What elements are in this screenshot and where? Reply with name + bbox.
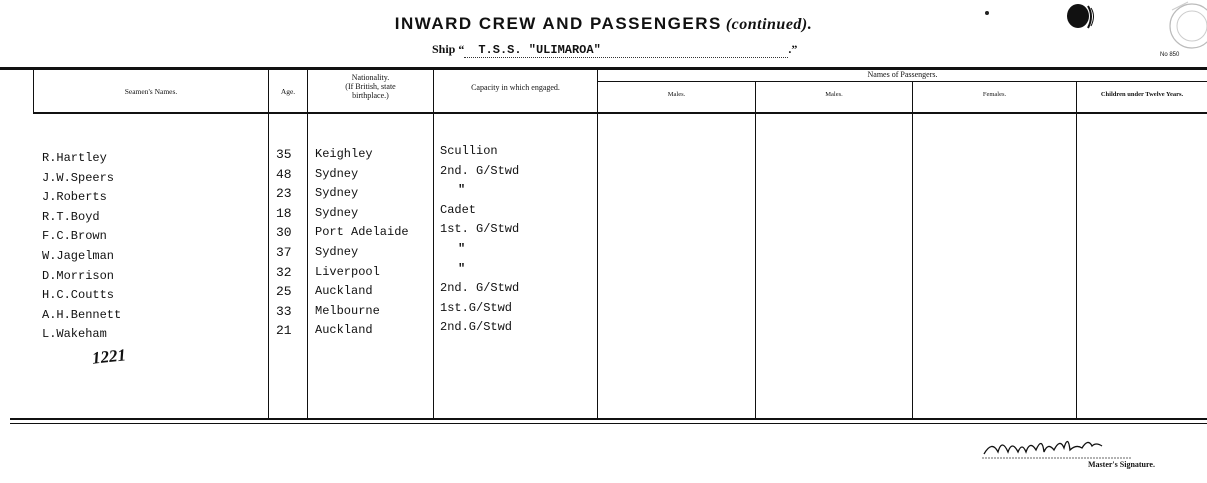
- crew-name: D.Morrison: [42, 268, 115, 283]
- master-signature-label: Master's Signature.: [1088, 460, 1155, 469]
- crew-age: 48: [276, 166, 292, 182]
- crew-age: 25: [276, 284, 292, 300]
- crew-nationality: Melbourne: [315, 303, 380, 318]
- col-rule-6: [755, 81, 756, 419]
- header-nationality-title: Nationality.: [351, 73, 390, 82]
- crew-capacity: 2nd.G/Stwd: [440, 320, 513, 335]
- table-bottom-rule-2: [10, 423, 1207, 424]
- crew-name: R.Hartley: [42, 151, 107, 165]
- ship-label: Ship “: [432, 42, 465, 56]
- col-rule-5: [597, 69, 598, 419]
- header-nationality-note-1: (If British, state: [345, 82, 396, 91]
- header-seamen-names: Seamen's Names.: [124, 87, 178, 96]
- crew-capacity: 2nd. G/Stwd: [440, 281, 520, 296]
- table-bottom-rule: [10, 418, 1207, 420]
- header-children: Children under Twelve Years.: [1100, 91, 1184, 98]
- crew-age: 21: [276, 323, 292, 339]
- header-males-2: Males.: [825, 91, 843, 98]
- header-bottom-rule: [33, 112, 1207, 114]
- ship-line: [432, 42, 797, 58]
- crew-age: 37: [276, 245, 292, 260]
- title-continued: (continued).: [725, 16, 813, 33]
- crew-nationality: Auckland: [315, 323, 373, 338]
- crew-name: F.C.Brown: [42, 229, 107, 244]
- crew-capacity: 2nd. G/Stwd: [440, 163, 520, 178]
- crew-capacity: Cadet: [440, 202, 477, 217]
- crew-name: J.Roberts: [42, 190, 107, 205]
- handwritten-count: 1221: [91, 345, 127, 368]
- crew-age: 30: [276, 225, 292, 241]
- crew-capacity: 1st.G/Stwd: [440, 300, 513, 315]
- crew-nationality: Sydney: [315, 186, 359, 201]
- header-capacity: Capacity in which engaged.: [471, 83, 560, 92]
- ship-name: T.S.S. "ULIMAROA": [464, 43, 788, 58]
- col-rule-2: [268, 69, 269, 419]
- ship-close: .”: [788, 42, 798, 56]
- crew-nationality: Auckland: [315, 284, 373, 299]
- col-rule-4: [433, 69, 434, 419]
- crew-capacity: ": [458, 261, 466, 276]
- crew-age: 23: [276, 186, 292, 202]
- header-females: Females.: [982, 91, 1007, 98]
- page-title: [0, 14, 1207, 34]
- master-signature-mark: [982, 432, 1132, 460]
- crew-age: 32: [276, 264, 292, 280]
- crew-capacity: 1st. G/Stwd: [440, 222, 520, 237]
- crew-nationality: Keighley: [315, 147, 373, 161]
- form-number: No 850: [1160, 52, 1180, 58]
- col-rule-8: [1076, 81, 1077, 419]
- header-nationality: [308, 73, 433, 100]
- header-males-1: Males.: [667, 91, 686, 98]
- crew-capacity: ": [458, 183, 466, 198]
- crew-nationality: Liverpool: [315, 264, 380, 279]
- crew-name: L.Wakeham: [42, 327, 107, 342]
- header-nationality-note-2: birthplace.): [352, 91, 389, 100]
- crew-name: W.Jagelman: [42, 249, 115, 263]
- passenger-group-rule: [597, 81, 1207, 82]
- crew-name: A.H.Bennett: [42, 307, 122, 322]
- crew-nationality: Port Adelaide: [315, 225, 409, 240]
- crew-name: H.C.Coutts: [42, 288, 115, 303]
- crew-name: J.W.Speers: [42, 170, 115, 185]
- crew-age: 18: [276, 205, 292, 221]
- crew-nationality: Sydney: [315, 205, 359, 220]
- crew-nationality: Sydney: [315, 245, 359, 259]
- crew-capacity: ": [458, 242, 466, 256]
- header-passengers: Names of Passengers.: [867, 70, 938, 79]
- crew-age: 35: [276, 147, 292, 162]
- crew-age: 33: [276, 303, 292, 319]
- col-rule-7: [912, 81, 913, 419]
- title-text: INWARD CREW AND PASSENGERS: [394, 14, 722, 33]
- header-age: Age.: [280, 87, 296, 96]
- crew-name: R.T.Boyd: [42, 209, 100, 224]
- crew-nationality: Sydney: [315, 166, 359, 181]
- crew-capacity: Scullion: [440, 144, 498, 158]
- col-rule-3: [307, 69, 308, 419]
